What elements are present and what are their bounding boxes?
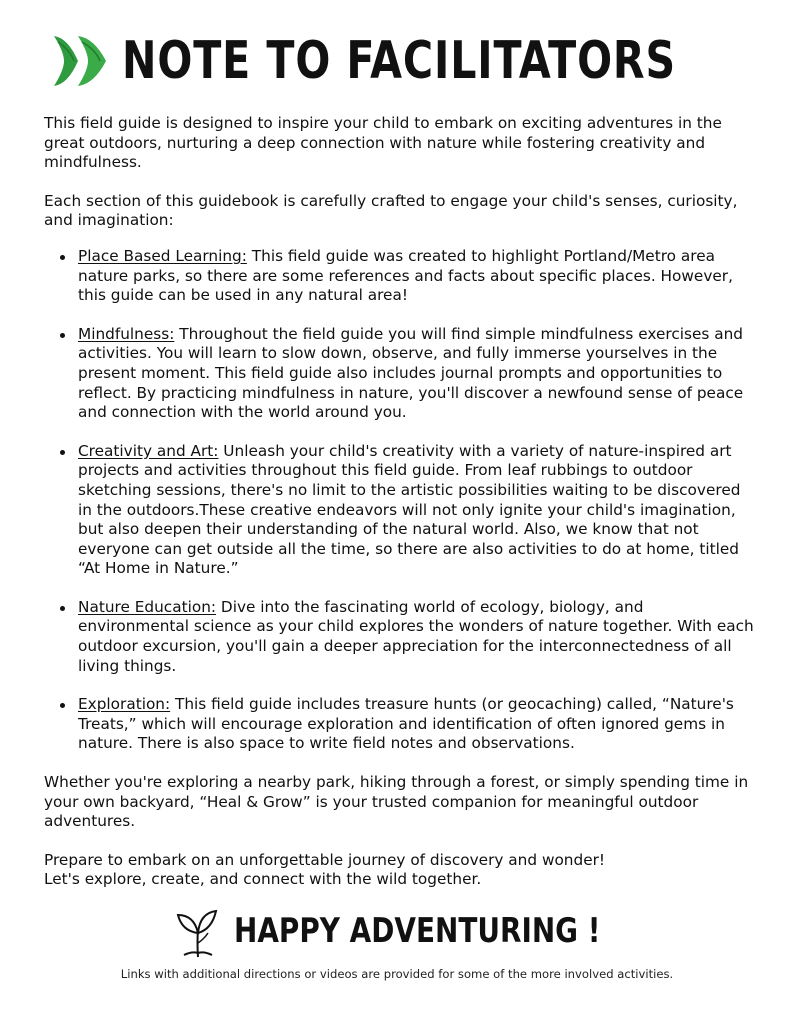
- section-text: This field guide was created to highlight Portland/Metro area nature parks, so there are some references and facts about specific places. However, this guide can be used in any natural area!: [78, 246, 733, 305]
- list-item: [44, 247, 756, 306]
- section-text: Throughout the field guide you will find simple mindfulness exercises and activities. You will learn to slow down, observe, and fully immerse yourselves in the present moment. This field guide also includes journal prompts and opportunities to reflect. By practicing mindfulness in nature, you'll discover a newfound sense of peace and connection with the world around you.: [78, 324, 744, 422]
- closing-line: Let's explore, create, and connect with the wild together.: [44, 870, 482, 889]
- section-text: Unleash your child's creativity with a variety of nature-inspired art projects and activities throughout this field guide. From leaf rubbings to outdoor sketching sessions, there's no limit to the artistic possibilities waiting to be discovered in the outdoors.These creative endeavors will not only ignite your child's imagination, but also deepen their understanding of the natural world. Also, we know that not everyone can get outside all the time, so there are also activities to do at home, titled “At Home in Nature.”: [78, 441, 741, 578]
- list-item: [44, 442, 756, 579]
- page-title: NOTE TO FACILITATORS: [122, 31, 677, 91]
- section-text: Dive into the fascinating world of ecology, biology, and environmental science as your child explores the wonders of nature together. With each outdoor excursion, you'll gain a deeper appreciation for the interconnectedness of all living things.: [78, 597, 754, 675]
- section-term: Place Based Learning:: [78, 246, 247, 265]
- intro-paragraph: Each section of this guidebook is carefully crafted to engage your child's senses, curiosity, and imagination:: [44, 191, 738, 230]
- sprout-icon: [174, 903, 222, 959]
- closing-line: Prepare to embark on an unforgettable journey of discovery and wonder!: [44, 850, 606, 869]
- list-item: [44, 695, 756, 754]
- intro-paragraph: This field guide is designed to inspire your child to embark on exciting adventures in the great outdoors, nurturing a deep connection with nature while fostering creativity and mindfulness.: [44, 114, 722, 172]
- green-double-chevron-icon: [50, 30, 112, 92]
- closing-paragraph: Whether you're exploring a nearby park, hiking through a forest, or simply spending time in your own backyard, “Heal & Grow” is your trusted companion for meaningful outdoor adventures.: [44, 773, 749, 831]
- footer-note: Links with additional directions or videos are provided for some of the more involved activities.: [120, 967, 674, 981]
- list-item: [44, 598, 756, 676]
- body-content: [44, 114, 756, 890]
- section-term: Creativity and Art:: [78, 441, 219, 460]
- section-term: Exploration:: [78, 695, 171, 714]
- section-term: Nature Education:: [78, 597, 217, 616]
- section-text: This field guide includes treasure hunts (or geocaching) called, “Nature's Treats,” which will encourage exploration and identification of often ignored gems in nature. There is also space to write field notes and observations.: [78, 695, 734, 753]
- section-list: [44, 247, 756, 754]
- header: [50, 30, 752, 92]
- happy-adventuring-heading: HAPPY ADVENTURING !: [234, 911, 601, 951]
- section-term: Mindfulness:: [78, 324, 175, 343]
- list-item: [44, 325, 756, 423]
- sign-off: [174, 903, 681, 959]
